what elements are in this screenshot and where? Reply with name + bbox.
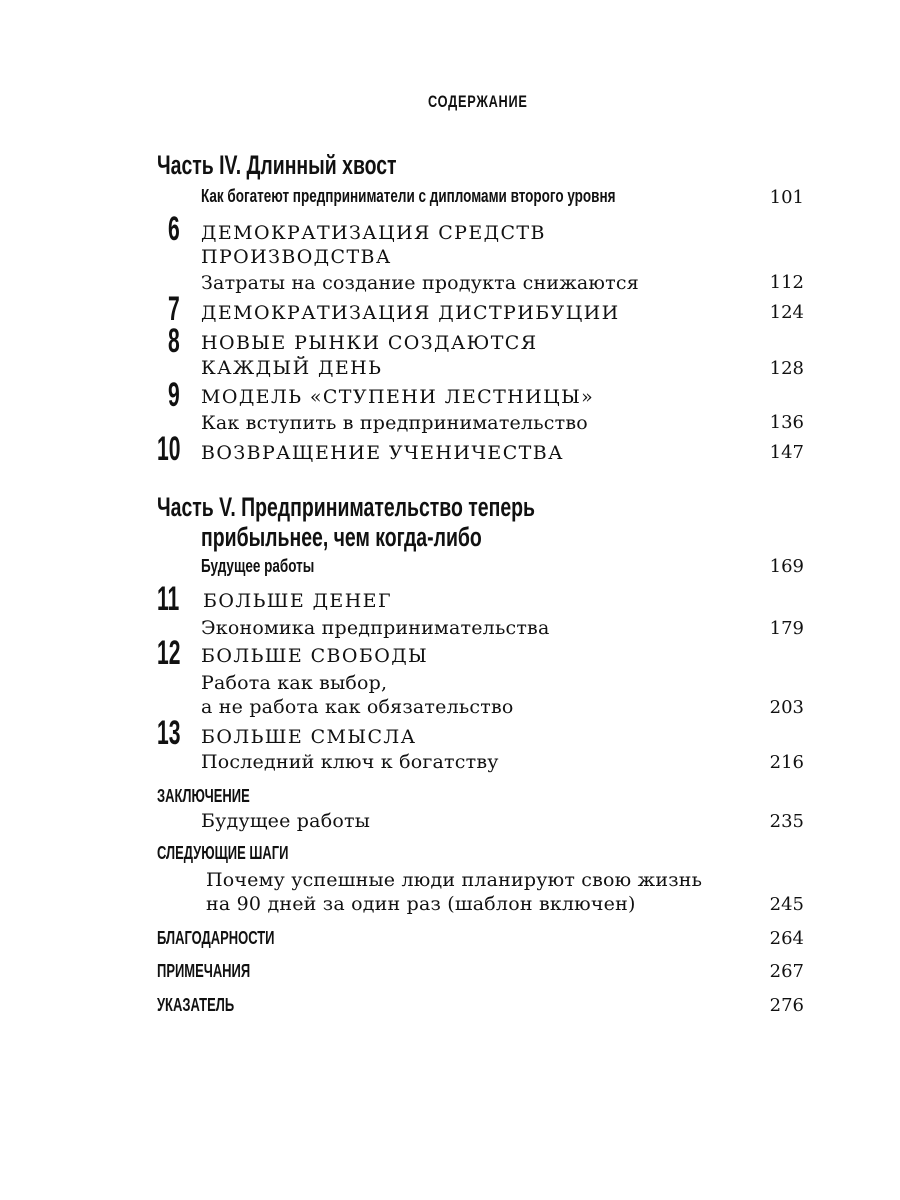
part-5-title: прибыльнее, чем когда-либо [201,522,482,552]
part-5-title: Часть V. Предпринимательство теперь [157,492,535,522]
chapter-title: НОВЫЕ РЫНКИ СОЗДАЮТСЯ [201,332,538,354]
part-4-title: Часть IV. Длинный хвост [157,150,397,180]
chapter-title: ДЕМОКРАТИЗАЦИЯ СРЕДСТВ [201,222,546,244]
next-steps-subtitle: Почему успешные люди планируют свою жизнь [206,869,703,891]
chapter-number: 11 [157,580,180,618]
part-5-subtitle: Будущее работы [201,556,315,576]
notes-heading: ПРИМЕЧАНИЯ [157,961,251,981]
chapter-title: БОЛЬШЕ СВОБОДЫ [201,645,429,667]
page-number: 169 [769,556,804,577]
page-number: 264 [769,928,804,949]
chapter-title: МОДЕЛЬ «СТУПЕНИ ЛЕСТНИЦЫ» [201,386,595,408]
chapter-subtitle: Последний ключ к богатству [201,751,499,773]
chapter-number: 12 [157,634,181,672]
page-number: 124 [769,302,804,323]
chapter-title: ДЕМОКРАТИЗАЦИЯ ДИСТРИБУЦИИ [201,302,620,324]
chapter-title: ВОЗВРАЩЕНИЕ УЧЕНИЧЕСТВА [201,442,564,464]
page-number: 245 [769,894,804,915]
conclusion-heading: ЗАКЛЮЧЕНИЕ [157,786,250,806]
page-number: 136 [769,412,804,433]
page-number: 128 [769,358,804,379]
chapter-subtitle: а не работа как обязательство [201,696,514,718]
next-steps-heading: СЛЕДУЮЩИЕ ШАГИ [157,843,289,863]
chapter-number: 7 [168,290,180,328]
page-number: 112 [769,272,804,293]
chapter-subtitle: Работа как выбор, [201,672,388,694]
chapter-title: КАЖДЫЙ ДЕНЬ [201,357,383,379]
chapter-number: 8 [168,322,180,360]
next-steps-subtitle: на 90 дней за один раз (шаблон включен) [206,893,636,915]
chapter-number: 6 [168,210,180,248]
page-number: 216 [769,752,804,773]
chapter-subtitle: Экономика предпринимательства [201,617,550,639]
chapter-title: ПРОИЗВОДСТВА [201,246,392,268]
part-4-subtitle: Как богатеют предприниматели с дипломами второго уровня [201,186,616,206]
page-number: 179 [769,618,804,639]
chapter-number: 9 [168,376,180,414]
chapter-number: 13 [157,714,181,752]
index-heading: УКАЗАТЕЛЬ [157,995,235,1015]
chapter-title: БОЛЬШЕ СМЫСЛА [201,726,417,748]
chapter-number: 10 [157,430,181,468]
chapter-title: БОЛЬШЕ ДЕНЕГ [203,590,392,612]
page-number: 147 [769,442,804,463]
page-title: СОДЕРЖАНИЕ [428,92,528,111]
page-number: 101 [769,187,804,208]
page-number: 203 [769,697,804,718]
page-number: 276 [769,995,804,1016]
acknowledgements-heading: БЛАГОДАРНОСТИ [157,928,275,948]
chapter-subtitle: Как вступить в предпринимательство [201,412,588,434]
conclusion-subtitle: Будущее работы [201,810,371,832]
page-number: 235 [769,811,804,832]
page-number: 267 [769,961,804,982]
chapter-subtitle: Затраты на создание продукта снижаются [201,272,639,294]
